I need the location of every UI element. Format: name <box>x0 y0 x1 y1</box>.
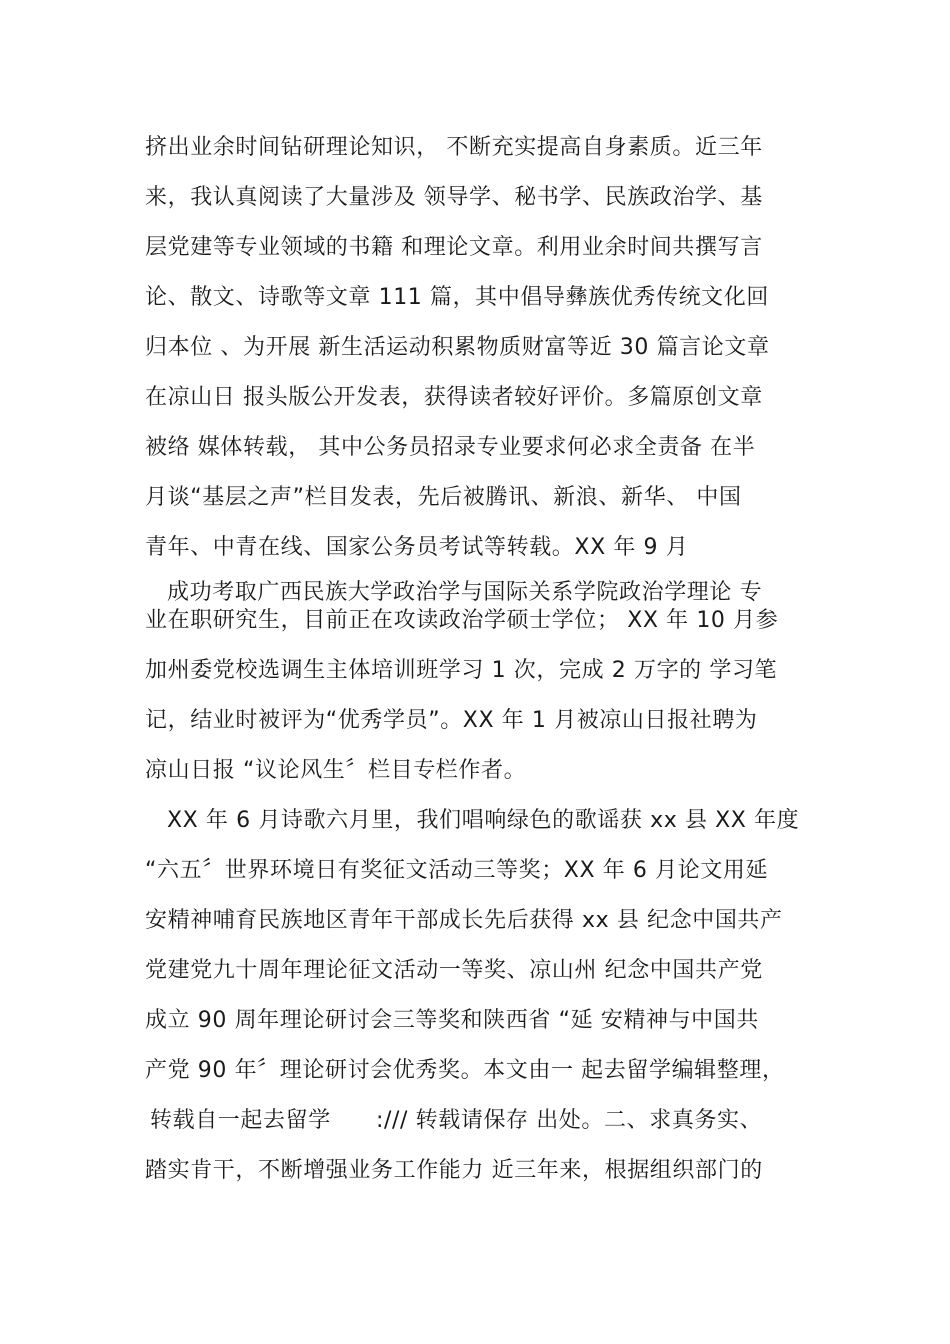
text-line: 在凉山日 报头版公开发表，获得读者较好评价。多篇原创文章 <box>145 385 763 410</box>
text-line: 加州委党校选调生主体培训班学习 1 次，完成 2 万字的 学习笔 <box>145 658 778 683</box>
text-line: 凉山日报 “议论风生〞栏目专栏作者。 <box>145 758 527 783</box>
text-line: “六五〞世界环境日有奖征文活动三等奖；XX 年 6 月论文用延 <box>145 858 769 883</box>
text-line: 挤出业余时间钻研理论知识， 不断充实提高自身素质。近三年 <box>145 135 763 160</box>
text-line: 踏实肯干，不断增强业务工作能力 近三年来，根据组织部门的 <box>145 1158 763 1183</box>
text-line: 青年、中青在线、国家公务员考试等转载。XX 年 9 月 <box>145 535 689 560</box>
text-line: XX 年 6 月诗歌六月里，我们唱响绿色的歌谣获 xx 县 XX 年度 <box>167 808 800 833</box>
text-line: 成功考取广西民族大学政治学与国际关系学院政治学理论 专 <box>167 580 763 605</box>
text-line: 归本位 、为开展 新生活运动积累物质财富等近 30 篇言论文章 <box>145 335 770 360</box>
text-line: 安精神哺育民族地区青年干部成长先后获得 xx 县 纪念中国共产 <box>145 908 783 933</box>
text-line: 记，结业时被评为“优秀学员”。XX 年 1 月被凉山日报社聘为 <box>145 708 758 733</box>
text-line: 论、散文、诗歌等文章 111 篇，其中倡导彝族优秀传统文化回 <box>145 285 769 310</box>
text-line: 产党 90 年〞理论研讨会优秀奖。本文由一 起去留学编辑整理， <box>145 1058 785 1083</box>
text-line: 成立 90 周年理论研讨会三等奖和陕西省 “延 安精神与中国共 <box>145 1008 759 1033</box>
text-line: 被络 媒体转载， 其中公务员招录专业要求何必求全责备 在半 <box>145 435 756 460</box>
text-line: 来，我认真阅读了大量涉及 领导学、秘书学、民族政治学、基 <box>145 185 763 210</box>
text-line: 业在职研究生，目前正在攻读政治学硕士学位； XX 年 10 月参 <box>145 608 779 633</box>
text-line: 转载自一起去留学 :/// 转载请保存 出处。二、求真务实、 <box>150 1108 763 1133</box>
text-line: 层党建等专业领域的书籍 和理论文章。利用业余时间共撰写言 <box>145 235 763 260</box>
text-line: 月谈“基层之声”栏目发表，先后被腾讯、新浪、新华、 中国 <box>145 485 742 510</box>
text-line: 党建党九十周年理论征文活动一等奖、凉山州 纪念中国共产党 <box>145 958 763 983</box>
